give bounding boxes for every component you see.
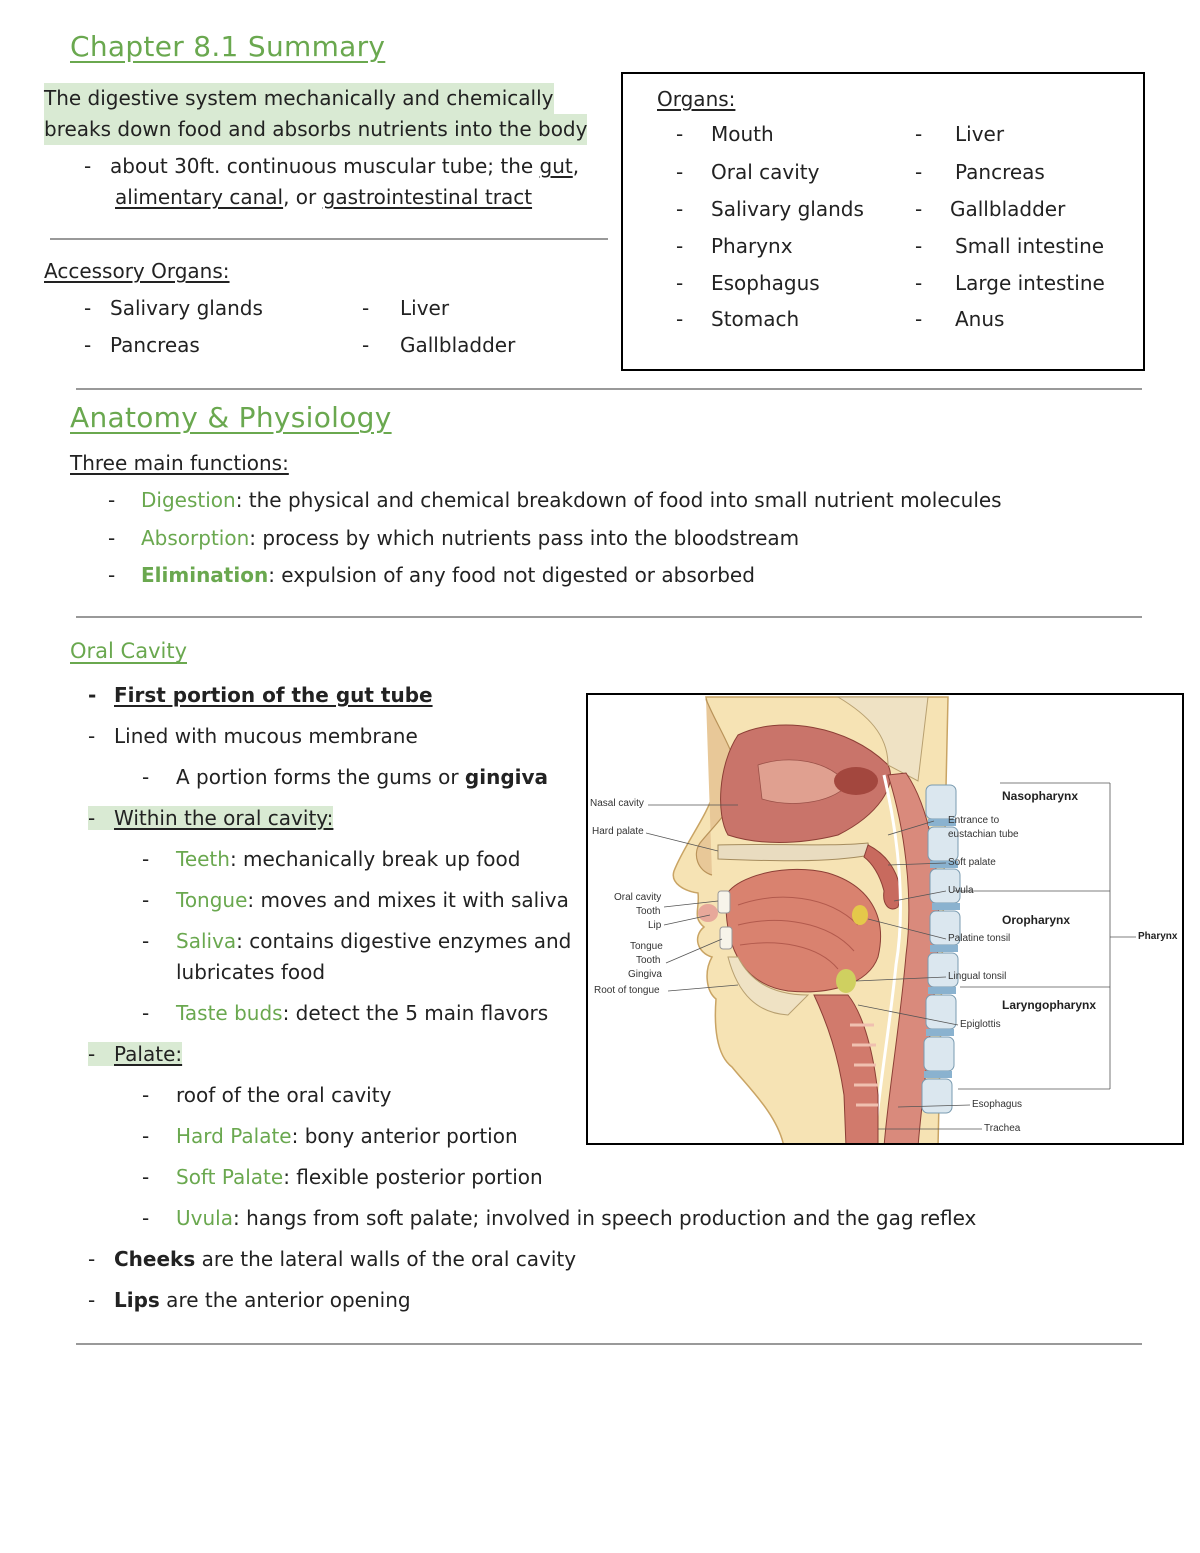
organ-item: - Anus <box>915 307 1005 331</box>
figure-label: eustachian tube <box>948 829 1019 840</box>
head-anatomy-figure <box>586 693 1184 1145</box>
figure-label: Gingiva <box>628 969 662 980</box>
divider <box>50 238 608 240</box>
oral-item: - Cheeks are the lateral walls of the oral cavity <box>88 1247 577 1271</box>
function-item: - Absorption: process by which nutrients pass into the bloodstream <box>108 526 800 550</box>
oral-cavity-title: Oral Cavity <box>70 639 187 663</box>
accessory-item: - Pancreas <box>84 333 200 357</box>
organ-item: - Gallbladder <box>915 197 1066 221</box>
oral-item: - Within the oral cavity: <box>88 806 334 830</box>
chapter-title: Chapter 8.1 Summary <box>70 30 386 63</box>
oral-item: - Lined with mucous membrane <box>88 724 418 748</box>
oral-subitem: - A portion forms the gums or gingiva <box>142 765 549 789</box>
figure-label: Oral cavity <box>614 892 662 903</box>
organ-item: - Liver <box>915 122 1005 146</box>
function-item: - Digestion: the physical and chemical breakdown of food into small nutrient molecules <box>108 488 1002 512</box>
oral-subitem: - Taste buds: detect the 5 main flavors <box>142 1001 549 1025</box>
accessory-item: - Liver <box>362 296 450 320</box>
oral-subitem-cont: lubricates food <box>176 960 326 984</box>
oral-subitem: - Saliva: contains digestive enzymes and <box>142 929 572 953</box>
anatomy-title: Anatomy & Physiology <box>70 401 392 434</box>
divider <box>76 388 1142 390</box>
organ-item: - Large intestine <box>915 271 1105 295</box>
figure-label: Esophagus <box>972 1099 1023 1110</box>
figure-label: Palatine tonsil <box>948 933 1011 944</box>
organ-item: - Oral cavity <box>676 160 820 184</box>
head-sagittal-illustration <box>588 695 1184 1145</box>
accessory-item: - Gallbladder <box>362 333 516 357</box>
organ-item: - Esophagus <box>676 271 820 295</box>
figure-label: Epiglottis <box>960 1019 1001 1030</box>
divider <box>76 1343 1142 1345</box>
organs-heading: Organs: <box>657 87 736 111</box>
gut-bullet: - about 30ft. continuous muscular tube; the gut, <box>84 154 580 178</box>
accessory-item: - Salivary glands <box>84 296 263 320</box>
oral-subitem: - Teeth: mechanically break up food <box>142 847 521 871</box>
organ-item: - Pharynx <box>676 234 793 258</box>
gut-bullet-line-2: alimentary canal, or gastrointestinal tract <box>115 185 533 209</box>
oral-subitem: - Uvula: hangs from soft palate; involved in speech production and the gag reflex <box>142 1206 977 1230</box>
oral-subitem: - roof of the oral cavity <box>142 1083 392 1107</box>
accessory-heading: Accessory Organs: <box>44 259 230 283</box>
figure-label: Entrance to <box>948 815 1000 826</box>
organ-item: - Pancreas <box>915 160 1045 184</box>
oral-item: - Lips are the anterior opening <box>88 1288 411 1312</box>
figure-label: Root of tongue <box>594 985 660 996</box>
figure-label: Tooth <box>636 955 661 966</box>
oral-subitem: - Tongue: moves and mixes it with saliva <box>142 888 569 912</box>
figure-label: Trachea <box>984 1123 1021 1134</box>
figure-label: Nasal cavity <box>590 798 644 809</box>
figure-label: Lingual tonsil <box>948 971 1007 982</box>
oral-item: - First portion of the gut tube <box>88 683 433 707</box>
figure-pharynx-label: Pharynx <box>1138 931 1178 942</box>
oral-subitem: - Soft Palate: flexible posterior portion <box>142 1165 543 1189</box>
figure-label: Tooth <box>636 906 661 917</box>
figure-region-label: Laryngopharynx <box>1002 998 1097 1012</box>
figure-label: Soft palate <box>948 857 996 868</box>
intro-line-1: The digestive system mechanically and chemically <box>44 83 554 114</box>
figure-region-label: Oropharynx <box>1002 913 1071 927</box>
figure-label: Lip <box>648 920 662 931</box>
organ-item: - Salivary glands <box>676 197 864 221</box>
functions-heading: Three main functions: <box>70 451 289 475</box>
figure-region-label: Nasopharynx <box>1002 789 1079 803</box>
figure-label: Hard palate <box>592 826 644 837</box>
oral-item: - Palate: <box>88 1042 183 1066</box>
figure-label: Uvula <box>948 885 974 896</box>
intro-line-2: breaks down food and absorbs nutrients into the body <box>44 114 587 145</box>
organ-item: - Stomach <box>676 307 800 331</box>
divider <box>76 616 1142 618</box>
figure-label: Tongue <box>630 941 663 952</box>
oral-subitem: - Hard Palate: bony anterior portion <box>142 1124 518 1148</box>
organ-item: - Mouth <box>676 122 774 146</box>
organ-item: - Small intestine <box>915 234 1105 258</box>
function-item: - Elimination: expulsion of any food not digested or absorbed <box>108 563 755 587</box>
